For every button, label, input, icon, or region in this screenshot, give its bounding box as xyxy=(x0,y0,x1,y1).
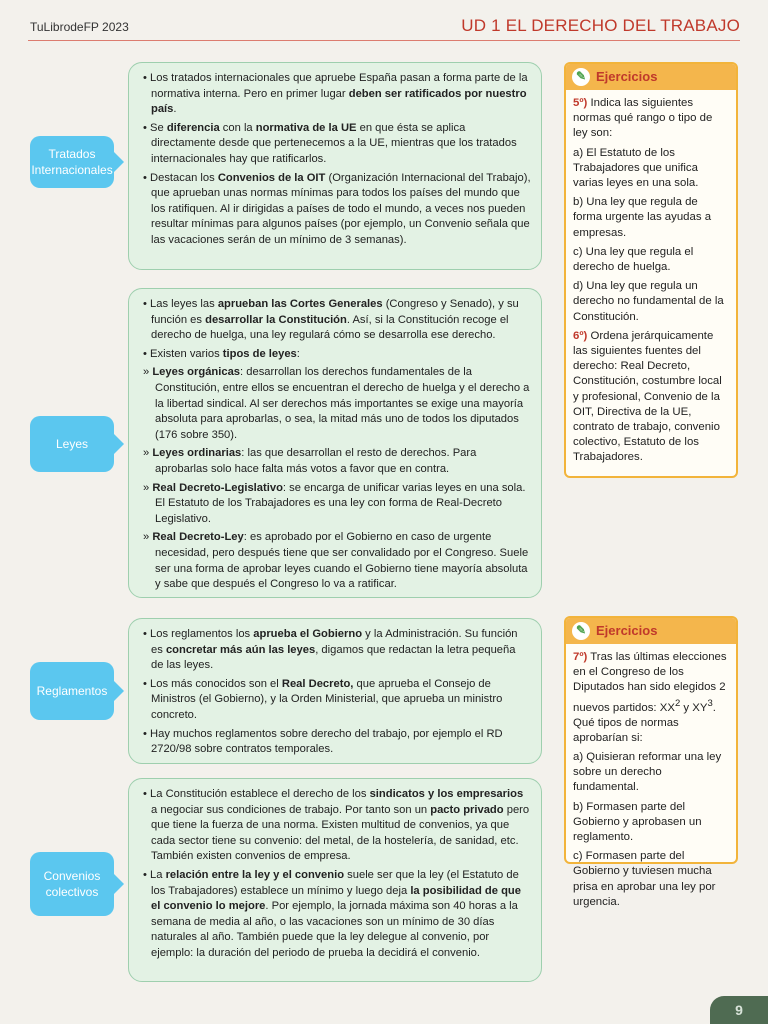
leyes-point-1: • Las leyes las aprueban las Cortes Generales (Congreso y Senado), y su función es desarrollar la Constitución. Así, si la Constitución recoge el derecho de huelga, una ley regulará cómo se desarrolla ese derecho. xyxy=(143,298,519,342)
tag-convenios: Convenios colectivos xyxy=(30,852,114,916)
tag-leyes: Leyes xyxy=(30,416,114,472)
real-decreto-ley: » Real Decreto-Ley: es aprobado por el Gobierno en caso de urgente necesidad, pero después tiene que ser convalidado por el Congreso. Suele ser una forma de aprobar leyes cuando el Gobierno tiene mayoría absoluta y sabe que después el Congreso lo va a ratificar. xyxy=(143,531,529,591)
header-divider xyxy=(28,40,740,41)
leyes-point-2: • Existen varios tipos de leyes: xyxy=(143,347,300,360)
tag-tratados: Tratados Internacionales xyxy=(30,136,114,188)
exercise-6: 6º) Ordena jerárquicamente las siguientes fuentes del derecho: Real Decreto, Constitución, costumbre local y profesional, Convenio de la OIT, Directiva de la UE, contrato de trabajo, convenio colectivo, Estatuto de los Trabajadores. xyxy=(573,329,722,464)
exercise-5-b: b) Una ley que regula de forma urgente las ayudas a empresas. xyxy=(573,196,712,239)
header-unit-title: UD 1 EL DERECHO DEL TRABAJO xyxy=(461,16,740,35)
exercise-7-a: a) Quisieran reformar una ley sobre un derecho fundamental. xyxy=(573,751,722,794)
exercise-5-a: a) El Estatuto de los Trabajadores que unifica varias leyes en una sola. xyxy=(573,146,699,190)
exercises-box-2 xyxy=(564,616,738,908)
convenios-point-2: • La relación entre la ley y el convenio suele ser que la ley (el Estatuto de los Trabajadores) establece un mínimo y luego deja la posibilidad de que el convenio lo mejore. Por ejemplo, la jornada máxima son 40 horas a la semana de media al año, o las vacaciones son un mínimo de 30 días naturales al año. También puede que la ley delegue al convenio, por ejemplo: la duración del periodo de prueba la decidirá el convenio. xyxy=(143,868,521,959)
exercises-body-2 xyxy=(566,644,736,920)
exercise-7-b: b) Formasen parte del Gobierno y aprobasen un reglamento. xyxy=(573,800,702,844)
header-brand: TuLibrodeFP 2023 xyxy=(30,20,129,34)
exercise-7: 7º) Tras las últimas elecciones en el Congreso de los Diputados han sido elegidos 2 nuevos partidos: $XX^2$ y $XY^3$. Qué tipos de normas aprobarían si: xyxy=(573,651,727,744)
exercises-header-1 xyxy=(566,64,736,90)
exercise-5-c: c) Una ley que regula el derecho de huelga. xyxy=(573,245,694,274)
exercise-5-d: d) Una ley que regula un derecho no fundamental de la Constitución. xyxy=(573,280,724,323)
exercise-7-c: c) Formasen parte del Gobierno y tuviesen mucha prisa en aprobar una ley por urgencia. xyxy=(573,850,716,908)
exercises-title-2: Ejercicios xyxy=(596,623,658,639)
real-decreto-legislativo: » Real Decreto-Legislativo: se encarga de unificar varias leyes en una sola. El Estatuto de los Trabajadores es una ley con forma de Real-Decreto Legislativo. xyxy=(143,481,526,525)
reglamentos-point-3: • Hay muchos reglamentos sobre derecho del trabajo, por ejemplo el RD 2720/98 sobre contratos temporales. xyxy=(143,727,503,756)
convenios-point-1: • La Constitución establece el derecho de los sindicatos y los empresarios a negociar sus condiciones de trabajo. Por tanto son un pacto privado pero que tiene la fuerza de una norma. Existen multitud de convenios, ya que cada sector tiene su convenio: del metal, de la hostelería, de sanidad, etc. También existen convenios de empresa. xyxy=(143,788,530,863)
tratados-point-3: • Destacan los Convenios de la OIT (Organización Internacional del Trabajo), que aprueban unas normas mínimas para todos los países del mundo que los ratifiquen. Al ir dirigidas a países de todo el mundo, a veces nos pueden resultar mínimas para algunos países (por ejemplo, un Convenio señala que las vacaciones serán de un mínimo de 3 semanas). xyxy=(143,171,531,246)
box-leyes xyxy=(128,288,542,598)
leyes-organicas: » Leyes orgánicas: desarrollan los derechos fundamentales de la Constitución, entre ellos se encuentran el derecho de huelga y el derecho a la libertad sindical. Al ser derechos más importantes se exige una mayoría absoluta para aprobarlas, o sea, la mitad más uno de todos los diputados (176 sobre 350). xyxy=(143,366,530,441)
page-number: 9 xyxy=(710,996,768,1024)
leyes-ordinarias: » Leyes ordinarias: las que desarrollan el resto de derechos. Para aprobarlas solo hace falta más votos a favor que en contra. xyxy=(143,447,477,475)
exercises-body-1 xyxy=(566,90,736,476)
box-convenios xyxy=(128,778,542,982)
tratados-point-1: • Los tratados internacionales que apruebe España pasan a forma parte de la normativa interna. Pero en primer lugar deben ser ratificados por nuestro país. xyxy=(143,72,528,116)
pencil-icon: ✎ xyxy=(572,68,590,86)
tratados-point-2: • Se diferencia con la normativa de la UE en que ésta se aplica directamente desde que pertenecemos a la UE, mientras que los tratados internacionales hay que ratificarlos. xyxy=(143,121,517,165)
pencil-icon: ✎ xyxy=(572,622,590,640)
box-reglamentos xyxy=(128,618,542,764)
exercises-box-1 xyxy=(564,62,738,478)
exercise-5: 5º) Indica las siguientes normas qué rango o tipo de ley son: xyxy=(573,97,713,140)
reglamentos-point-2: • Los más conocidos son el Real Decreto, que aprueba el Consejo de Ministros (el Gobierno), y la Orden Ministerial, que aprueba un ministro concreto. xyxy=(143,677,503,721)
tag-reglamentos: Reglamentos xyxy=(30,662,114,720)
reglamentos-point-1: • Los reglamentos los aprueba el Gobierno y la Administración. Su función es concretar más aún las leyes, digamos que redactan la letra pequeña de las leyes. xyxy=(143,628,518,672)
exercises-header-2 xyxy=(566,618,736,644)
exercises-title-1: Ejercicios xyxy=(596,69,658,85)
box-tratados xyxy=(128,62,542,270)
